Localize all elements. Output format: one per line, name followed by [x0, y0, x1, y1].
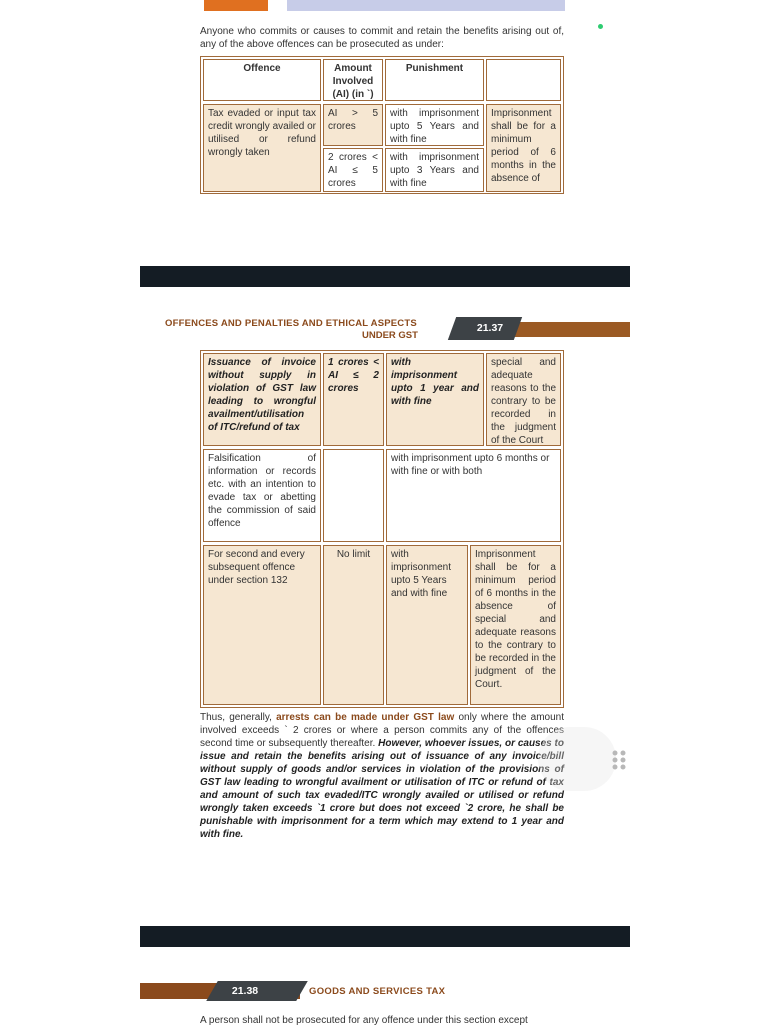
r1-ai: 1 crores < AI ≤ 2 crores: [323, 353, 384, 446]
floating-overlay-bubble: [538, 727, 616, 791]
r1-offence: Issuance of invoice without supply in violation of GST law leading to wrongful availment/utilisation of ITC/refund of tax: [203, 353, 321, 446]
r3-ai: No limit: [323, 545, 384, 705]
page3-title: GOODS AND SERVICES TAX: [309, 986, 446, 997]
page-number: 21.37: [476, 322, 504, 334]
para-highlight: arrests can be made under GST law: [276, 712, 455, 723]
r3-offence: For second and every subsequent offence under section 132: [203, 545, 321, 705]
page3-first-line: A person shall not be prosecuted for any offence under this section except: [200, 1015, 528, 1026]
r1-note: special and adequate reasons to the contrary to be recorded in the judgment of the Court: [486, 353, 561, 446]
intro-paragraph: Anyone who commits or causes to commit and retain the benefits arising out of, any of the above offences can be prosecuted as under:: [200, 26, 564, 50]
r1-punishment: with imprisonment upto 1 year and with fine: [386, 353, 484, 446]
page2-title-line2: UNDER GST: [362, 330, 418, 341]
header-punishment: Punishment: [385, 59, 484, 101]
header-offence: Offence: [203, 59, 321, 101]
row1-pun-a: with imprisonment upto 5 Years and with fine: [385, 104, 484, 146]
orange-tab: [204, 0, 268, 11]
header-amount: Amount Involved (AI) (in `): [323, 59, 383, 101]
row1-ai-a: AI > 5 crores: [323, 104, 383, 146]
para-part-1: Thus, generally,: [200, 712, 277, 723]
r2-ai: [323, 449, 384, 542]
r3-note: Imprisonment shall be for a minimum period of 6 months in the absence of special and adequate reasons to the contrary to be recorded in the judgment of the Court.: [470, 545, 561, 705]
para-bold-italic: However, whoever issues, or causes to issue and retain the benefits arising out of issuance of any invoice/bill without supply of goods and/or services in violation of the provisions of GST law leading to wrongful availment or utilisation of ITC or refund of tax and amount of such tax evaded/ITC wrongly availed or utilised or refund wrongly taken exceeds `1 crore but does not exceed `2 crore, he shall be punishable with imprisonment for a term which may extend to 1 year and with fine.: [200, 738, 564, 840]
row1-ai-b: 2 crores < AI ≤ 5 crores: [323, 148, 383, 192]
r2-offence: Falsification of information or records etc. with an intention to evade tax or abetting the commission of said offence: [203, 449, 321, 542]
page-separator-1: [140, 266, 630, 287]
header-empty: [486, 59, 561, 101]
row1-offence: Tax evaded or input tax credit wrongly availed or utilised or refund wrongly taken: [203, 104, 321, 192]
drag-handle-icon[interactable]: [611, 749, 627, 771]
page-separator-2: [140, 926, 630, 947]
r2-punishment: with imprisonment upto 6 months or with fine or with both: [386, 449, 561, 542]
para-part-2: only where the amount involved exceeds ` 2 crores or where a person commits any of the offences second time or subsequently thereafter.: [200, 712, 564, 749]
green-dot-icon: [598, 24, 603, 29]
row1-pun-b: with imprisonment upto 3 Years and with fine: [385, 148, 484, 192]
lavender-tab: [287, 0, 565, 11]
body-paragraph: [200, 711, 564, 841]
page2-title-line1: OFFENCES AND PENALTIES AND ETHICAL ASPECTS: [165, 318, 417, 329]
r3-punishment: with imprisonment upto 5 Years and with fine: [386, 545, 468, 705]
row1-note: Imprisonment shall be for a minimum period of 6 months in the absence of: [486, 104, 561, 192]
page3-number: 21.38: [231, 985, 259, 997]
